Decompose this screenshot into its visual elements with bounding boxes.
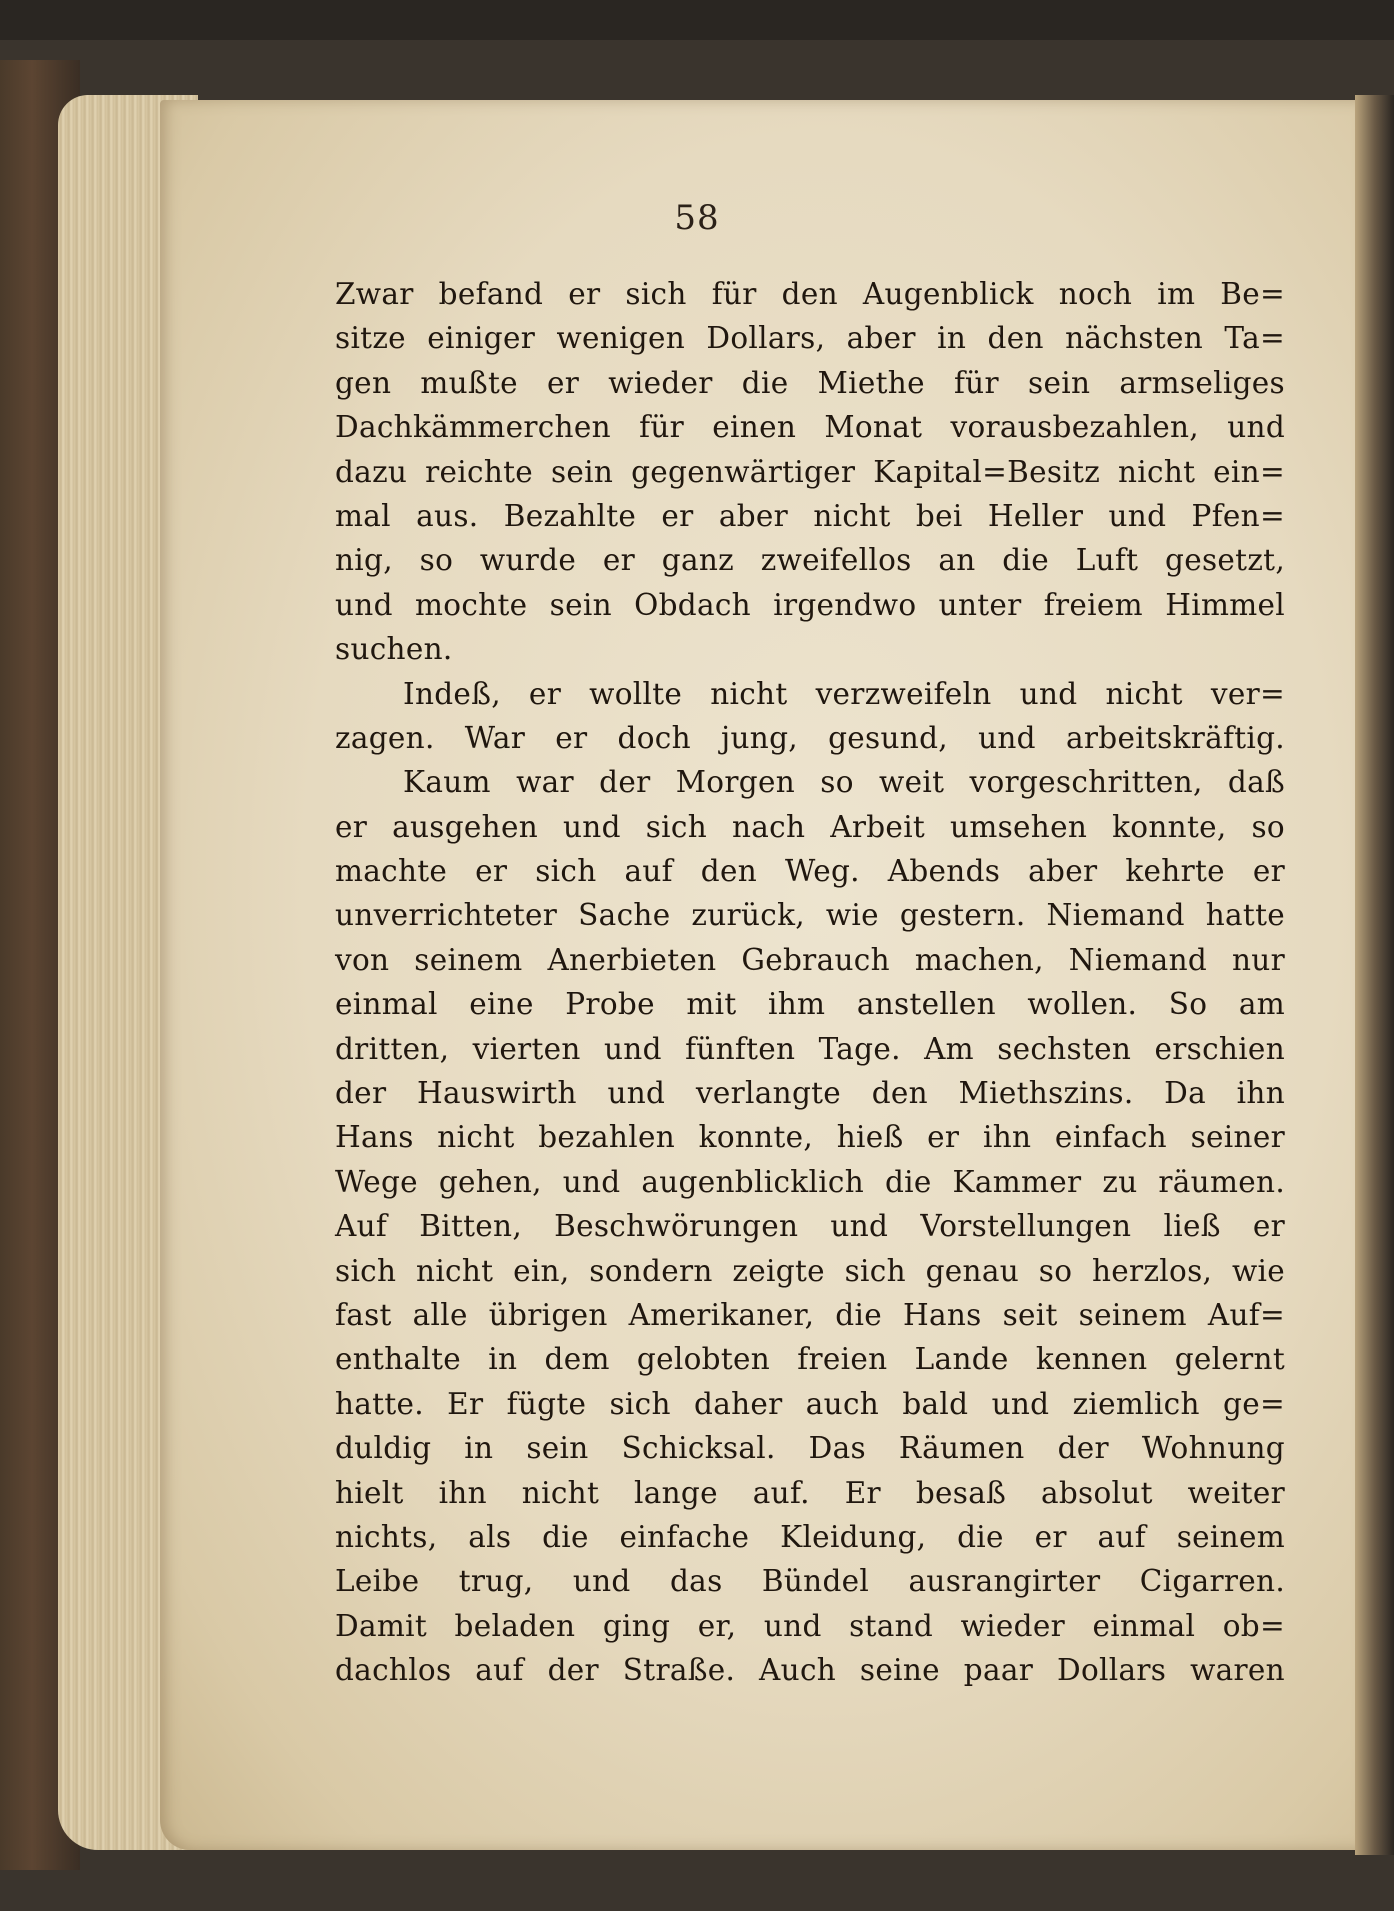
text-line: hielt ihn nicht lange auf. Er besaß absolut weiter (335, 1475, 1285, 1510)
text-line: zagen. War er doch jung, gesund, und arbeitskräftig. (335, 720, 1285, 755)
text-line: unverrichteter Sache zurück, wie gestern. Niemand hatte (335, 898, 1285, 933)
text-line: machte er sich auf den Weg. Abends aber kehrte er (335, 854, 1285, 889)
text-line: und mochte sein Obdach irgendwo unter freiem Himmel (335, 587, 1285, 622)
text-line: dachlos auf der Straße. Auch seine paar Dollars waren (335, 1653, 1285, 1688)
text-line: dazu reichte sein gegenwärtiger Kapital=Besitz nicht ein= (335, 454, 1285, 489)
text-line: Zwar befand er sich für den Augenblick noch im Be= (335, 277, 1285, 311)
page-text (335, 272, 1285, 1693)
text-line: dritten, vierten und fünften Tage. Am sechsten erschien (335, 1031, 1285, 1066)
text-line: nichts, als die einfache Kleidung, die er auf seinem (335, 1519, 1285, 1554)
text-line: sich nicht ein, sondern zeigte sich genau so herzlos, wie (335, 1253, 1285, 1288)
text-line: Wege gehen, und augenblicklich die Kammer zu räumen. (335, 1164, 1285, 1199)
text-line: enthalte in dem gelobten freien Lande kennen gelernt (335, 1342, 1285, 1377)
text-line: hatte. Er fügte sich daher auch bald und ziemlich ge= (335, 1386, 1285, 1421)
gutter-shadow (1355, 95, 1394, 1855)
text-line: Dachkämmerchen für einen Monat vorausbezahlen, und (335, 410, 1285, 445)
text-line: der Hauswirth und verlangte den Miethszins. Da ihn (335, 1076, 1285, 1111)
text-line: Indeß, er wollte nicht verzweifeln und nicht ver= (403, 676, 1285, 711)
text-line: er ausgehen und sich nach Arbeit umsehen konnte, so (335, 809, 1285, 844)
text-line: Damit beladen ging er, und stand wieder einmal ob= (335, 1608, 1285, 1643)
text-line: von seinem Anerbieten Gebrauch machen, Niemand nur (335, 942, 1285, 977)
text-line: Hans nicht bezahlen konnte, hieß er ihn einfach seiner (335, 1120, 1285, 1155)
text-line: suchen. (335, 632, 453, 667)
text-line: Kaum war der Morgen so weit vorgeschritten, daß (403, 765, 1285, 800)
text-line: nig, so wurde er ganz zweifellos an die Luft gesetzt, (335, 543, 1285, 578)
text-line: sitze einiger wenigen Dollars, aber in den nächsten Ta= (335, 321, 1285, 356)
text-line: fast alle übrigen Amerikaner, die Hans seit seinem Auf= (335, 1297, 1285, 1332)
page-number: 58 (674, 198, 720, 238)
text-line: Leibe trug, und das Bündel ausrangirter Cigarren. (335, 1564, 1285, 1599)
text-line: gen mußte er wieder die Miethe für sein armseliges (335, 365, 1285, 400)
text-line: duldig in sein Schicksal. Das Räumen der Wohnung (335, 1431, 1285, 1466)
text-line: Auf Bitten, Beschwörungen und Vorstellungen ließ er (335, 1209, 1285, 1244)
text-line: einmal eine Probe mit ihm anstellen wollen. So am (335, 987, 1285, 1022)
text-line: mal aus. Bezahlte er aber nicht bei Heller und Pfen= (335, 498, 1285, 533)
